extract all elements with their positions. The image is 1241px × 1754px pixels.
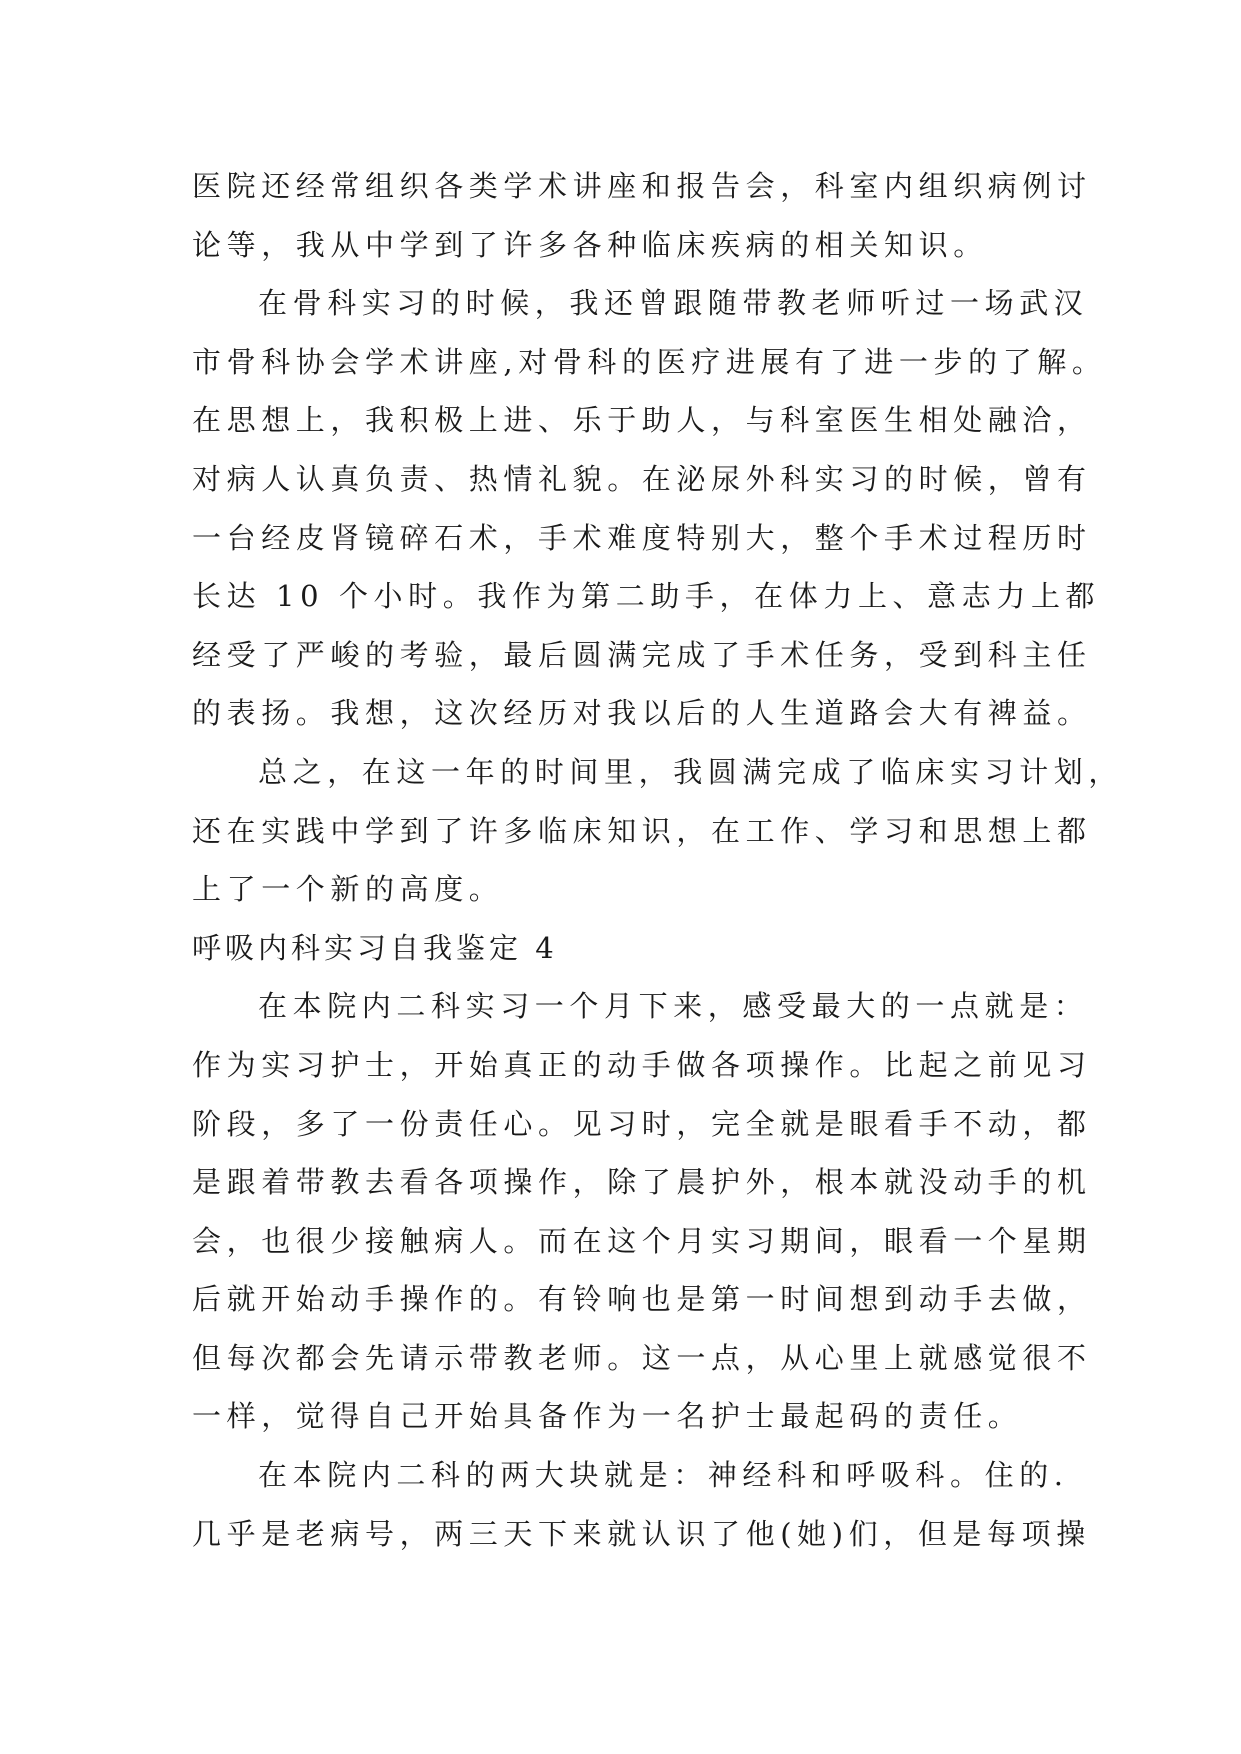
text-line: 在骨科实习的时候，我还曾跟随带教老师听过一场武汉 [258, 286, 1089, 321]
text-line: 是跟着带教去看各项操作，除了晨护外，根本就没动手的机 [192, 1165, 1092, 1200]
text-line: 还在实践中学到了许多临床知识，在工作、学习和思想上都 [192, 813, 1092, 848]
text-line: 对病人认真负责、热情礼貌。在泌尿外科实习的时候，曾有 [192, 461, 1092, 496]
text-line: 上了一个新的高度。 [192, 872, 504, 907]
document-body [192, 157, 1124, 1563]
text-line: 阶段，多了一份责任心。见习时，完全就是眼看手不动，都 [192, 1106, 1092, 1141]
text-line: 经受了严峻的考验，最后圆满完成了手术任务，受到科主任 [192, 637, 1092, 672]
text-line: 在思想上，我积极上进、乐于助人，与科室医生相处融洽， [192, 403, 1092, 438]
text-line: 会，也很少接触病人。而在这个月实习期间，眼看一个星期 [192, 1223, 1092, 1258]
text-line: 医院还经常组织各类学术讲座和报告会，科室内组织病例讨 [192, 169, 1092, 203]
text-line: 的表扬。我想，这次经历对我以后的人生道路会大有裨益。 [192, 696, 1092, 731]
text-line: 但每次都会先请示带教老师。这一点，从心里上就感觉很不 [192, 1340, 1092, 1375]
text-line: 市骨科协会学术讲座,对骨科的医疗进展有了进一步的了解。 [192, 344, 1107, 379]
text-line: 总之，在这一年的时间里，我圆满完成了临床实习计划， [258, 754, 1124, 789]
text-line: 论等，我从中学到了许多各种临床疾病的相关知识。 [192, 227, 988, 262]
text-line: 一台经皮肾镜碎石术，手术难度特别大，整个手术过程历时 [192, 520, 1092, 555]
text-line: 一样，觉得自己开始具备作为一名护士最起码的责任。 [192, 1399, 1023, 1434]
text-line: 在本院内二科实习一个月下来，感受最大的一点就是： [258, 989, 1089, 1024]
section-heading: 呼吸内科实习自我鉴定 4 [192, 930, 558, 965]
text-line: 作为实习护士，开始真正的动手做各项操作。比起之前见习 [192, 1047, 1092, 1082]
text-line: 在本院内二科的两大块就是：神经科和呼吸科。住的. [258, 1458, 1069, 1493]
text-line: 长达 10 个小时。我作为第二助手，在体力上、意志力上都 [192, 579, 1101, 614]
text-line: 后就开始动手操作的。有铃响也是第一时间想到动手去做， [192, 1282, 1092, 1317]
text-line: 几乎是老病号，两三天下来就认识了他(她)们，但是每项操 [192, 1516, 1091, 1551]
